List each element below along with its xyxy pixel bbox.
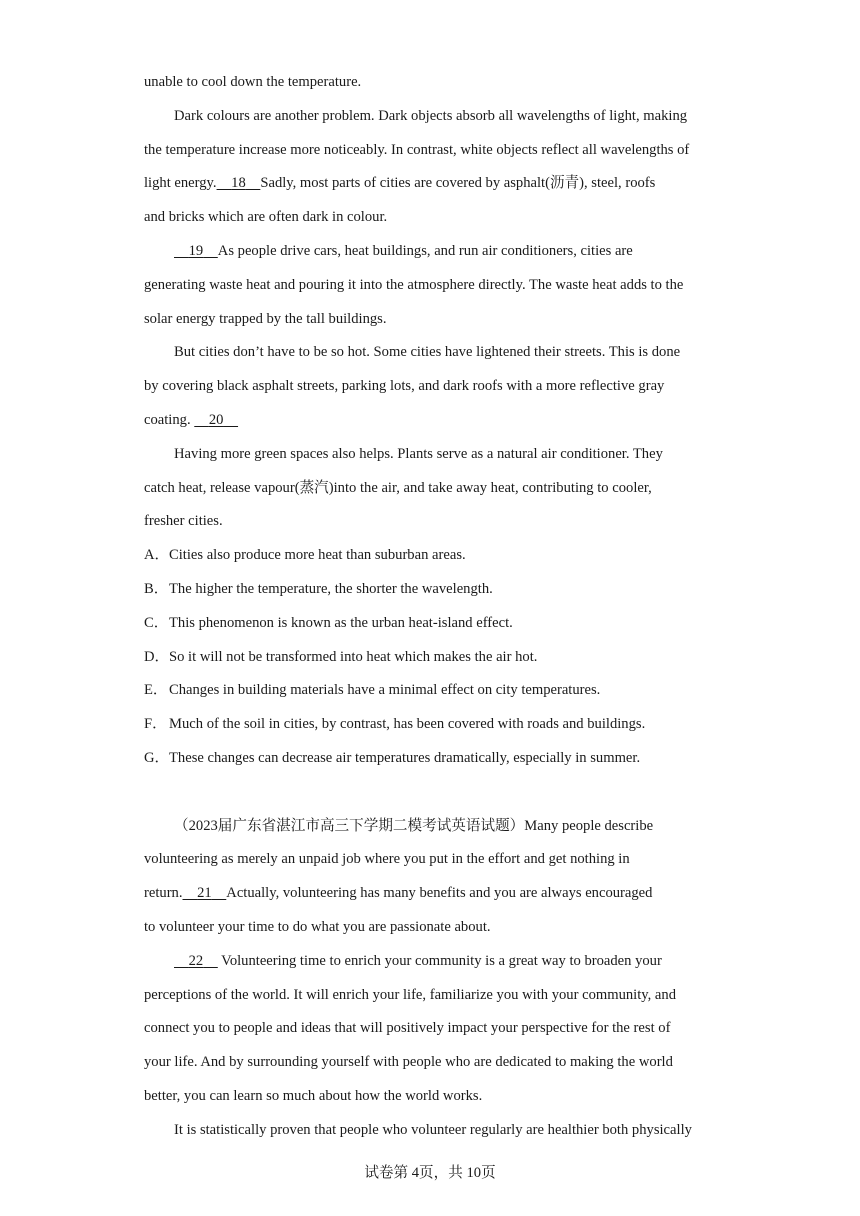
passage-line xyxy=(144,404,716,438)
option-text: Much of the soil in cities, by contrast, has been covered with roads and buildings. xyxy=(169,716,646,733)
passage-line: by covering black asphalt streets, parking lots, and dark roofs with a more reflective gray xyxy=(144,378,665,395)
answer-blank-20 xyxy=(194,404,238,438)
option-e xyxy=(144,674,716,708)
passage-text: coating. xyxy=(144,411,191,428)
option-letter: C． xyxy=(144,614,169,631)
answer-blank-21 xyxy=(183,877,227,911)
passage-line: connect you to people and ideas that will positively impact your perspective for the rest of xyxy=(144,1020,671,1037)
answer-blank-19 xyxy=(174,235,218,269)
option-text: Changes in building materials have a minimal effect on city temperatures. xyxy=(169,682,601,699)
passage-line: fresher cities. xyxy=(144,513,223,530)
option-d xyxy=(144,641,716,675)
passage-line: to volunteer your time to do what you are passionate about. xyxy=(144,918,491,935)
option-text: These changes can decrease air temperatures dramatically, especially in summer. xyxy=(169,749,641,766)
blank-number: 18 xyxy=(231,175,246,192)
blank-number: 20 xyxy=(208,411,224,428)
option-text: This phenomenon is known as the urban heat-island effect. xyxy=(169,614,513,631)
section-spacer xyxy=(144,776,716,810)
passage-line xyxy=(144,235,716,269)
passage-line: better, you can learn so much about how the world works. xyxy=(144,1087,483,1104)
answer-blank-22 xyxy=(174,945,218,979)
option-letter: E． xyxy=(144,682,168,699)
option-letter: B． xyxy=(144,580,169,597)
passage-line: solar energy trapped by the tall buildings. xyxy=(144,310,387,327)
answer-blank-18 xyxy=(217,167,261,201)
option-letter: G． xyxy=(144,749,170,766)
page-footer: 试卷第 4页，共 10页 xyxy=(364,1165,496,1181)
passage-text: Volunteering time to enrich your community is a great way to broaden your xyxy=(217,952,662,969)
passage-text: Sadly, most parts of cities are covered by asphalt(沥青), steel, roofs xyxy=(260,175,656,192)
passage-text: return. xyxy=(144,885,183,902)
blank-number: 19 xyxy=(188,242,204,259)
option-letter: F． xyxy=(144,716,167,733)
passage-line xyxy=(144,167,716,201)
passage-text: As people drive cars, heat buildings, and run air conditioners, cities are xyxy=(217,242,633,259)
passage-line: It is statistically proven that people who volunteer regularly are healthier both physically xyxy=(174,1121,692,1138)
blank-number: 21 xyxy=(197,885,212,902)
passage-line: Dark colours are another problem. Dark objects absorb all wavelengths of light, making xyxy=(174,107,688,124)
option-b xyxy=(144,573,716,607)
passage-line xyxy=(144,945,716,979)
option-a xyxy=(144,539,716,573)
passage-text: light energy. xyxy=(144,175,217,192)
passage-line xyxy=(144,877,716,911)
option-text: Cities also produce more heat than suburban areas. xyxy=(169,547,466,564)
option-c xyxy=(144,607,716,641)
option-letter: D． xyxy=(144,648,170,665)
blank-number: 22 xyxy=(188,952,204,969)
passage-line: unable to cool down the temperature. xyxy=(144,74,362,90)
option-text: So it will not be transformed into heat which makes the air hot. xyxy=(169,648,538,665)
passage-line: catch heat, release vapour(蒸汽)into the air, and take away heat, contributing to cooler, xyxy=(144,479,652,496)
passage-line: and bricks which are often dark in colour. xyxy=(144,209,388,226)
passage-line: （2023届广东省湛江市高三下学期二模考试英语试题）Many people describe xyxy=(174,817,654,834)
answer-options xyxy=(144,539,716,776)
option-text: The higher the temperature, the shorter the wavelength. xyxy=(169,580,493,597)
exam-page-body xyxy=(144,66,716,1148)
passage-line: volunteering as merely an unpaid job where you put in the effort and get nothing in xyxy=(144,851,630,868)
option-f xyxy=(144,708,716,742)
passage-line: perceptions of the world. It will enrich your life, familiarize you with your community, and xyxy=(144,986,676,1003)
option-g xyxy=(144,742,716,776)
passage-line: your life. And by surrounding yourself with people who are dedicated to making the world xyxy=(144,1054,673,1071)
passage-text: Actually, volunteering has many benefits and you are always encouraged xyxy=(226,885,653,902)
option-letter: A． xyxy=(144,547,170,564)
passage-line: Having more green spaces also helps. Plants serve as a natural air conditioner. They xyxy=(174,445,663,462)
passage-line: the temperature increase more noticeably. In contrast, white objects reflect all wavelengths of xyxy=(144,141,690,158)
passage-line: But cities don’t have to be so hot. Some cities have lightened their streets. This is done xyxy=(174,344,681,361)
passage-line: generating waste heat and pouring it into the atmosphere directly. The waste heat adds to the xyxy=(144,276,684,293)
